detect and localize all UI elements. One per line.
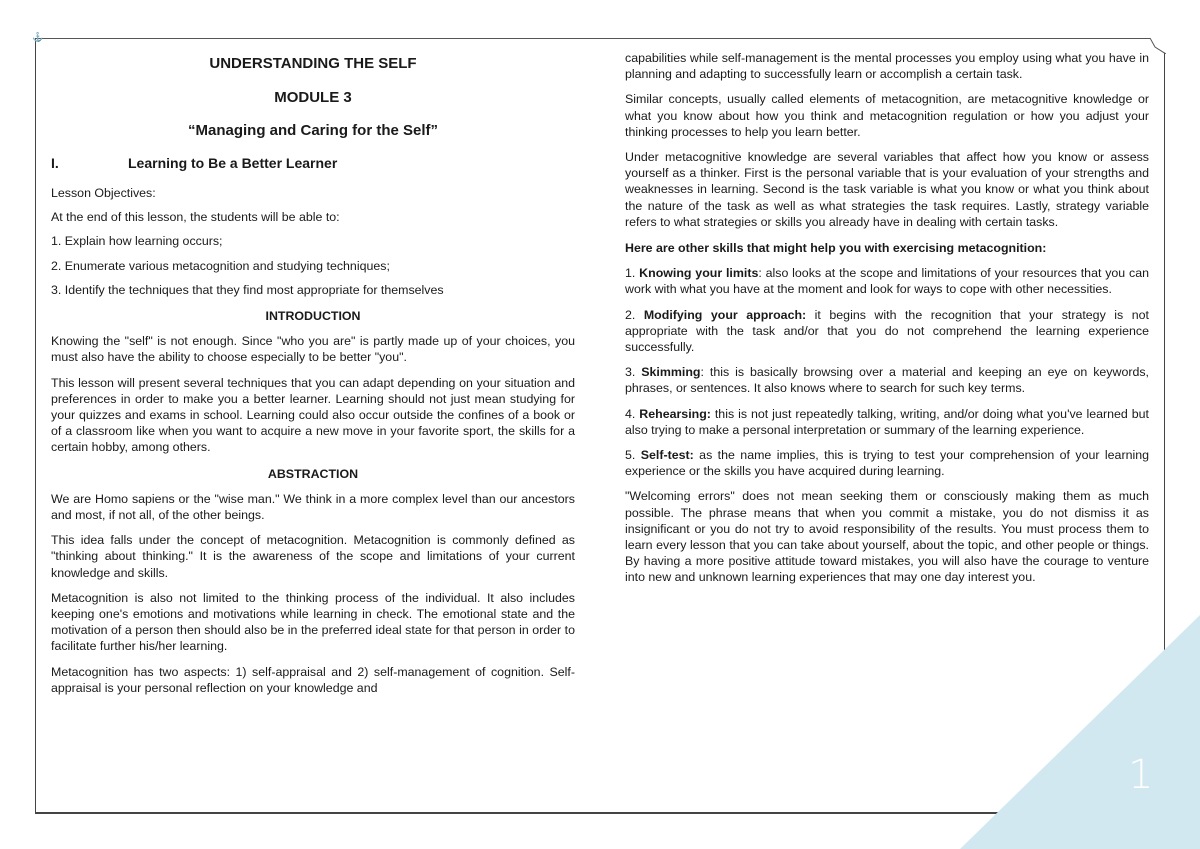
module-subtitle: “Managing and Caring for the Self” [187,122,438,139]
skill-description: : also looks at the scope and limitations of your resources that you can work with what you have at the moment and look for ways to cope with other necessities. [625,266,1150,297]
skill-description: as the name implies, this is trying to test your comprehension of your learning experience or the skills you have acquired during learning. [625,448,1149,479]
objective-item: 1. Explain how learning occurs; [51,234,223,249]
body-paragraph: Similar concepts, usually called elements of metacognition, are metacognitive knowledge or what you know about how you think and metacognition regulation or how you adjust your thinking processes to help you learn better. [625,92,1149,139]
abstraction-paragraph: Metacognition is also not limited to the thinking process of the individual. It also includes keeping one's emotions and motivations while learning in check. The emotional state and the motivation of a person then should also be in the preferred ideal state for that person in order to facilitate further his/her learning. [51,590,575,654]
body-paragraph: Under metacognitive knowledge are several variables that affect how you know or assess yourself as a thinker. First is the personal variable that is your evaluation of your strengths and weaknesses in learning. Second is the task variable is what you know or what you think about the nature of the task as well as what strategies the task requires. Lastly, strategy variable refers to what strategies or skills you already have in dealing with certain tasks. [625,150,1149,229]
anchor-icon: ⚓ [32,32,44,42]
introduction-paragraph: This lesson will present several techniques that you can adapt depending on your situation and preferences in order to make you a better learner. Learning should not just mean studying for your quizzes and exams in school. Learning could also occur outside the confines of a book or of a classroom like when you want to acquire a new move in your favorite sport, the skills for a certain hobby, among others. [51,375,575,455]
introduction-heading: INTRODUCTION [265,309,361,324]
abstraction-heading: ABSTRACTION [267,466,359,481]
left-column [51,50,575,696]
lesson-numeral: I. [51,155,59,171]
skill-item [625,447,1149,479]
skill-number: 2. [625,307,644,322]
module-label: MODULE 3 [274,89,352,106]
abstraction-paragraph: This idea falls under the concept of metacognition. Metacognition is commonly defined as "thinking about thinking." It is the awareness of the scope and limitations of your current knowledge and skills. [51,533,575,580]
page-fold-icon [1150,38,1166,54]
skills-heading: Here are other skills that might help you with exercising metacognition: [625,241,1047,256]
skill-description: it begins with the recognition that your strategy is not appropriate with the task and/or that you do not comprehend the learning experience successfully. [625,307,1149,355]
objective-item: 2. Enumerate various metacognition and studying techniques; [51,258,390,273]
skill-number: 1. [625,266,640,281]
lesson-title: Learning to Be a Better Learner [128,155,338,171]
lesson-heading [51,153,575,177]
skill-term: Rehearsing: [639,406,711,421]
skill-item [625,364,1149,396]
objective-item: 3. Identify the techniques that they find most appropriate for themselves [51,282,444,297]
page-number: 1 [1128,752,1154,798]
skill-item [625,406,1149,438]
skill-number: 3. [625,365,642,380]
skill-item [625,265,1149,297]
objectives-label: Lesson Objectives: [51,186,156,200]
abstraction-paragraph: We are Homo sapiens or the "wise man." We think in a more complex level than our ancestors and most, if not all, of the other beings. [51,491,575,523]
skill-term: Skimming [641,365,701,380]
skill-term: Self-test: [640,448,694,463]
skill-description: : this is basically browsing over a material and keeping an eye on keywords, phrases, or sentences. It also knows where to search for such key terms. [625,365,1149,396]
objectives-intro: At the end of this lesson, the students will be able to: [51,210,340,225]
skill-description: this is not just repeatedly talking, writing, and/or doing what you've learned but also trying to make a personal interpretation or summary of the learning experience. [625,406,1149,437]
abstraction-paragraph: Metacognition has two aspects: 1) self-appraisal and 2) self-management of cognition. Self-appraisal is your personal reflection on your knowledge and [51,664,575,695]
right-column [625,50,1149,586]
skill-number: 5. [625,448,641,463]
skill-number: 4. [625,406,640,421]
corner-decoration [960,615,1200,849]
skill-item [625,307,1149,356]
skill-term: Modifying your approach: [643,307,807,322]
document-title: UNDERSTANDING THE SELF [209,55,417,72]
body-paragraph: capabilities while self-management is the mental processes you employ using what you have in planning and adapting to successfully learn or accomplish a certain task. [625,51,1149,82]
skill-term: Knowing your limits [639,266,759,281]
introduction-paragraph: Knowing the "self" is not enough. Since "who you are" is partly made up of your choices, you must also have the ability to choose especially to be better "you". [51,334,575,365]
closing-paragraph: "Welcoming errors" does not mean seeking them or consciously making them as much possible. The phrase means that when you commit a mistake, you do not dismiss it as insignificant or you do not try to avoid responsibility of the results. You must process them to learn every lesson that you can take about yourself, about the topic, and other people or things. By having a more positive attitude toward mistakes, you will also have the courage to venture into new and unknown learning experiences that may one day interest you. [625,489,1149,585]
